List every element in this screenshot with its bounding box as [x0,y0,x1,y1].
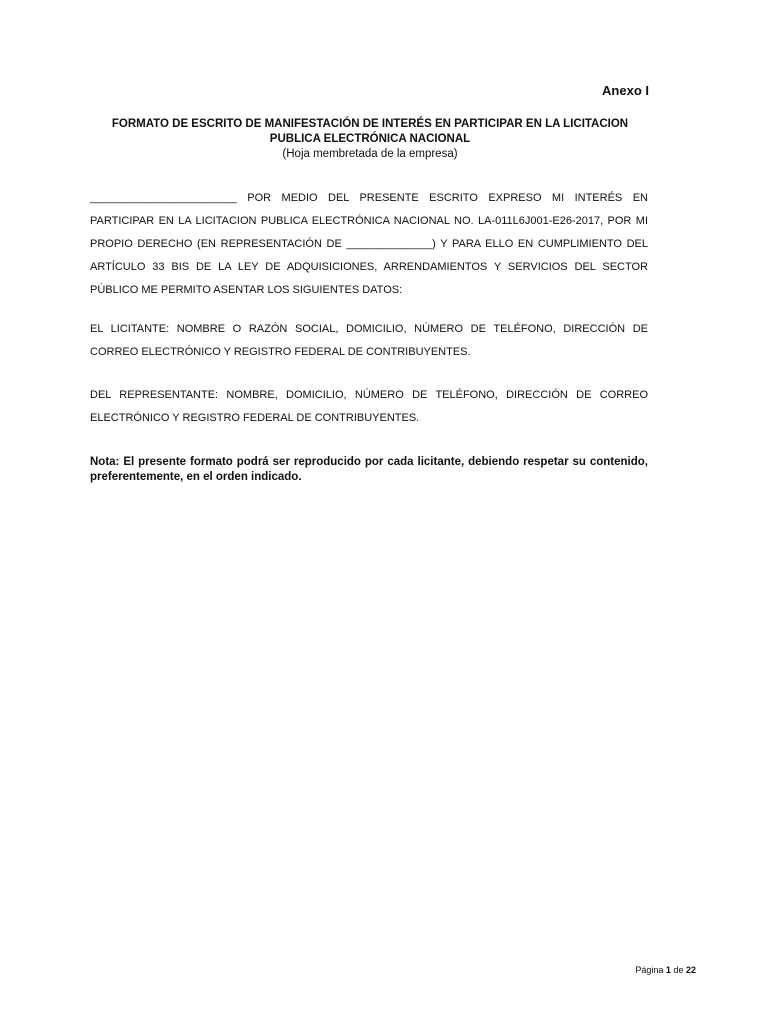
blank-representation-line: ______________ [346,238,433,250]
document-title [90,117,650,147]
paragraph-interest-statement [90,187,648,302]
page-word: Página [635,965,664,975]
annex-label: Anexo I [602,83,649,98]
title-line-1: FORMATO DE ESCRITO DE MANIFESTACIÓN DE INTERÉS EN PARTICIPAR EN LA LICITACION [111,118,629,130]
page-number-footer [635,965,696,975]
document-subtitle: (Hoja membretada de la empresa) [282,148,458,160]
statement-text-1: POR MEDIO DEL PRESENTE ESCRITO EXPRESO MI INTERÉS EN PARTICIPAR EN LA LICITACION PUBLICA ELECTRÓNICA NACIONAL NO. LA-011L6J001-E26-2017, POR MI PROPIO DERECHO (EN REPRESENTACIÓN DE [90,192,648,250]
page-total: 22 [685,965,696,975]
of-word: de [673,965,684,975]
blank-name-line: ________________________ [90,192,237,204]
page-current: 1 [665,965,671,975]
paragraph-representative-data: DEL REPRESENTANTE: NOMBRE, DOMICILIO, NÚMERO DE TELÉFONO, DIRECCIÓN DE CORREO ELECTRÓNICO Y REGISTRO FEDERAL DE CONTRIBUYENTES. [90,389,648,424]
note-paragraph: Nota: El presente formato podrá ser reproducido por cada licitante, debiendo respetar su contenido, preferentemente, en el orden indicado. [90,456,648,483]
statement-text-2: ) Y PARA ELLO EN CUMPLIMIENTO DEL ARTÍCULO 33 BIS DE LA LEY DE ADQUISICIONES, ARRENDAMIENTOS Y SERVICIOS DEL SECTOR PÚBLICO ME PERMITO ASENTAR LOS SIGUIENTES DATOS: [90,238,648,296]
paragraph-bidder-data: EL LICITANTE: NOMBRE O RAZÓN SOCIAL, DOMICILIO, NÚMERO DE TELÉFONO, DIRECCIÓN DE CORREO ELECTRÓNICO Y REGISTRO FEDERAL DE CONTRIBUYENTES. [90,323,648,358]
title-line-2: PUBLICA ELECTRÓNICA NACIONAL [269,133,471,145]
